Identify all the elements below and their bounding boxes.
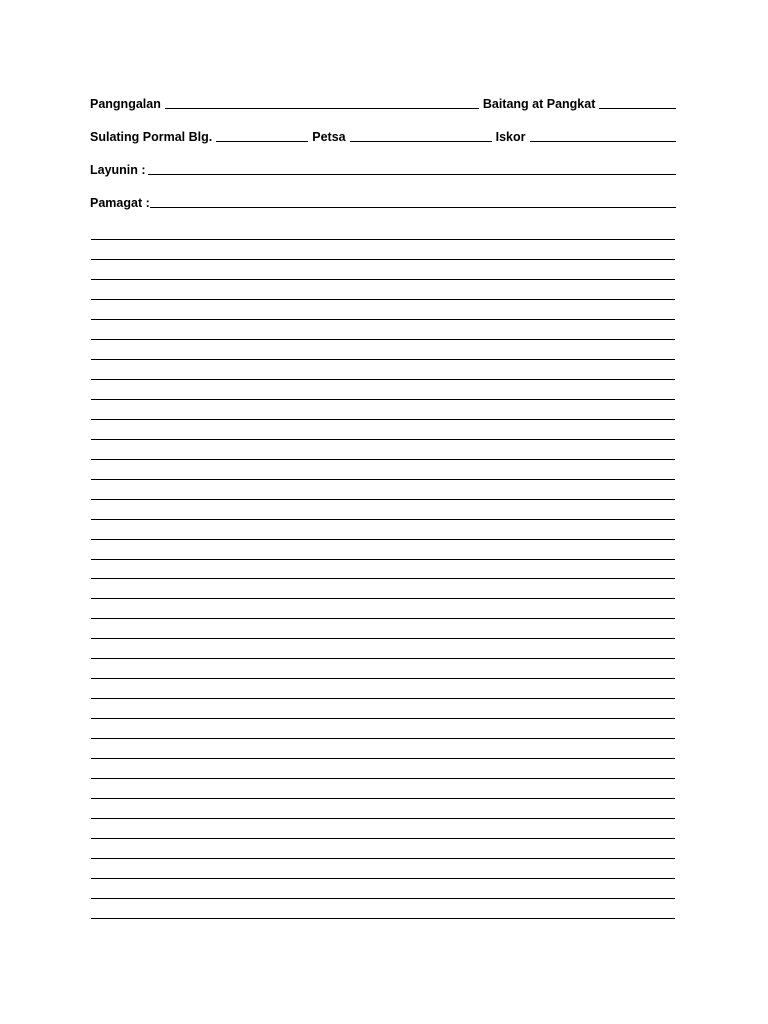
writing-line[interactable] bbox=[91, 379, 675, 380]
essay-number-label: Sulating Pormal Blg. bbox=[90, 130, 213, 144]
writing-line[interactable] bbox=[91, 678, 675, 679]
writing-line[interactable] bbox=[91, 618, 675, 619]
writing-line[interactable] bbox=[91, 539, 675, 540]
writing-line[interactable] bbox=[91, 638, 675, 639]
date-label: Petsa bbox=[312, 130, 346, 144]
writing-line[interactable] bbox=[91, 658, 675, 659]
writing-line[interactable] bbox=[91, 598, 675, 599]
writing-line[interactable] bbox=[91, 399, 675, 400]
writing-line[interactable] bbox=[91, 898, 675, 899]
writing-line[interactable] bbox=[91, 359, 675, 360]
writing-line[interactable] bbox=[91, 838, 675, 839]
writing-line[interactable] bbox=[91, 798, 675, 799]
writing-line[interactable] bbox=[91, 299, 675, 300]
score-label: Iskor bbox=[495, 130, 526, 144]
writing-line[interactable] bbox=[91, 818, 675, 819]
writing-line[interactable] bbox=[91, 918, 675, 919]
writing-line[interactable] bbox=[91, 459, 675, 460]
writing-line[interactable] bbox=[91, 578, 675, 579]
writing-line[interactable] bbox=[91, 778, 675, 779]
writing-line[interactable] bbox=[91, 858, 675, 859]
writing-line[interactable] bbox=[91, 878, 675, 879]
writing-line[interactable] bbox=[91, 758, 675, 759]
writing-line[interactable] bbox=[91, 319, 675, 320]
writing-line[interactable] bbox=[91, 239, 675, 240]
writing-line[interactable] bbox=[91, 479, 675, 480]
writing-line[interactable] bbox=[91, 279, 675, 280]
objective-label: Layunin : bbox=[90, 163, 146, 177]
grade-section-label: Baitang at Pangkat bbox=[482, 97, 596, 111]
writing-line[interactable] bbox=[91, 499, 675, 500]
writing-line[interactable] bbox=[91, 559, 675, 560]
writing-line[interactable] bbox=[91, 259, 675, 260]
title-label: Pamagat : bbox=[90, 196, 150, 210]
writing-line[interactable] bbox=[91, 738, 675, 739]
name-label: Pangngalan bbox=[90, 97, 161, 111]
writing-line[interactable] bbox=[91, 698, 675, 699]
writing-line[interactable] bbox=[91, 419, 675, 420]
writing-line[interactable] bbox=[91, 519, 675, 520]
writing-line[interactable] bbox=[91, 718, 675, 719]
writing-line[interactable] bbox=[91, 439, 675, 440]
writing-area[interactable] bbox=[91, 0, 675, 1024]
writing-line[interactable] bbox=[91, 339, 675, 340]
